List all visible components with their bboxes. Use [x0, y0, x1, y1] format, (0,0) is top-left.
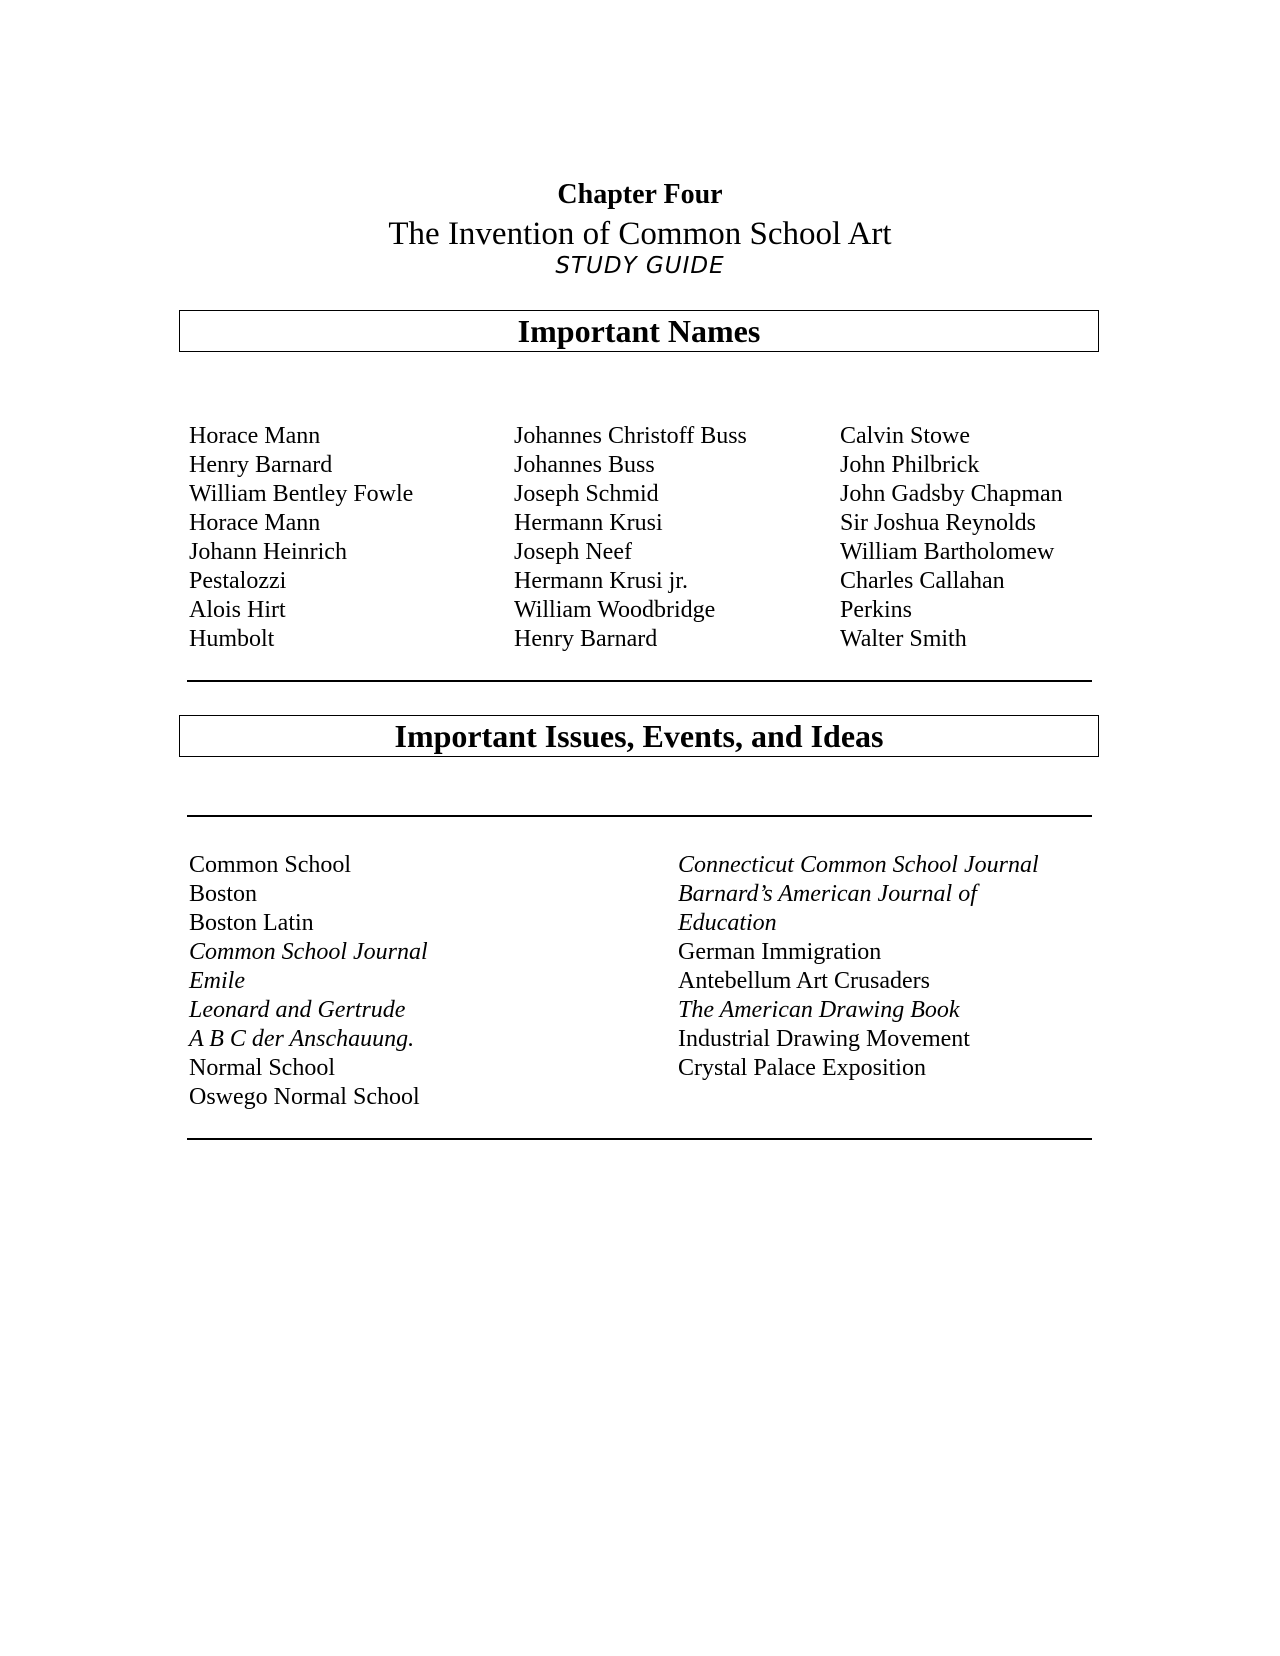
list-item: Industrial Drawing Movement [678, 1026, 970, 1052]
list-item: Horace Mann [189, 510, 321, 536]
list-item: Calvin Stowe [840, 423, 970, 449]
list-item: Horace Mann [189, 423, 321, 449]
list-item: Crystal Palace Exposition [678, 1055, 926, 1081]
list-item: Common School Journal [189, 939, 428, 965]
list-item: Common School [189, 852, 352, 878]
list-item: Connecticut Common School Journal [678, 852, 1039, 878]
list-item: Hermann Krusi [514, 510, 663, 536]
list-item: William Bartholomew [840, 539, 1055, 565]
list-item: John Gadsby Chapman [840, 481, 1063, 507]
list-item: Antebellum Art Crusaders [678, 968, 930, 994]
list-item: Oswego Normal School [189, 1084, 420, 1110]
list-item: Johann Heinrich [189, 539, 347, 565]
section-divider [187, 815, 1092, 817]
list-item: Pestalozzi [189, 568, 287, 594]
list-item: William Woodbridge [514, 597, 716, 623]
list-item: Emile [189, 968, 245, 994]
list-item: William Bentley Fowle [189, 481, 414, 507]
list-item: Education [678, 910, 777, 936]
important-issues-heading: Important Issues, Events, and Ideas [179, 715, 1099, 757]
list-item: Sir Joshua Reynolds [840, 510, 1037, 536]
important-names-heading: Important Names [179, 310, 1099, 352]
list-item: Johannes Christoff Buss [514, 423, 747, 449]
list-item: Johannes Buss [514, 452, 655, 478]
list-item: Alois Hirt [189, 597, 286, 623]
names-column-2 [514, 422, 747, 654]
list-item: Humbolt [189, 626, 275, 652]
section-divider [187, 680, 1092, 682]
issues-column-2 [678, 851, 1039, 1083]
list-item: Joseph Neef [514, 539, 632, 565]
list-item: Boston Latin [189, 910, 314, 936]
names-column-1 [189, 422, 413, 654]
section-divider [187, 1138, 1092, 1140]
list-item: Normal School [189, 1055, 335, 1081]
list-item: Barnard’s American Journal of [678, 881, 977, 907]
list-item: John Philbrick [840, 452, 980, 478]
list-item: Henry Barnard [189, 452, 333, 478]
list-item: Henry Barnard [514, 626, 658, 652]
list-item: Leonard and Gertrude [189, 997, 406, 1023]
list-item: Charles Callahan [840, 568, 1005, 594]
issues-column-1 [189, 851, 428, 1112]
list-item: The American Drawing Book [678, 997, 960, 1023]
list-item: A B C der Anschauung. [189, 1026, 415, 1052]
list-item: Boston [189, 881, 258, 907]
list-item: Hermann Krusi jr. [514, 568, 688, 594]
names-column-3 [840, 422, 1063, 654]
list-item: German Immigration [678, 939, 882, 965]
list-item: Walter Smith [840, 626, 967, 652]
list-item: Joseph Schmid [514, 481, 659, 507]
chapter-label: Chapter Four [557, 179, 723, 210]
page-title: The Invention of Common School Art [388, 216, 892, 252]
page-subtitle: STUDY GUIDE [555, 253, 725, 279]
list-item: Perkins [840, 597, 912, 623]
